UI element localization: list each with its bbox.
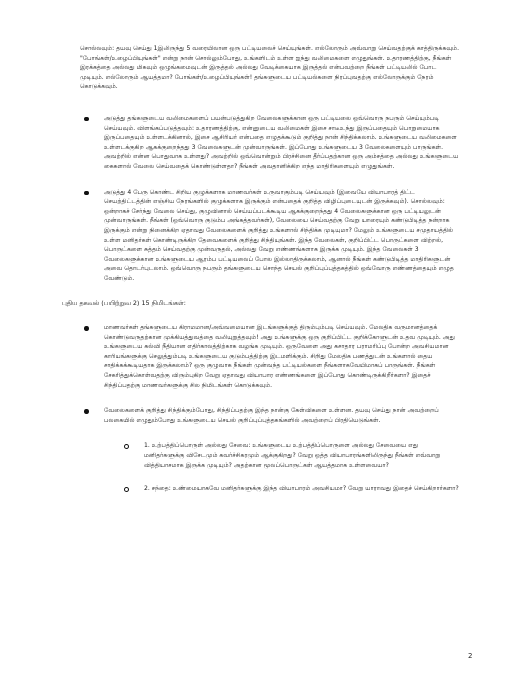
sub-list xyxy=(80,441,460,493)
sub-item-product: 1. உற்பத்திப்பொருள் அல்லது சேவை: உங்களுடைய உற்பத்திப்பொருளை அல்லது சேவையை எது மனிதர்களுக்கு விசேடமும் கவர்ச்சிகரமும் ஆக்குகிறது? வேறு ஒத்த வியாபாரங்களிலிருந்து நீங்கள் எவ்வாறு வித்தியாசமாக இருக்க முடியும்? அதற்கான மூலப்பொருட்கள் ஆயத்தமாக உள்ளவையா? xyxy=(80,441,460,470)
sub-item-market: 2. சந்தை: உண்மையாகவே மனிதர்களுக்கு இந்த வியாபாரம் அவசியமா? வேறு யாராவது இதைச் செய்கிறார்களா? xyxy=(80,484,460,494)
bullet-extra-income: மாணவர்கள் தங்களுடைய கிராமமான/அவ்வமையான இடங்களுக்குத் திரும்பும்படி செய்யவும். மேலதிக வருமானத்தைக் கொண்டுவருதற்கான முக்கியத்துவத்தை வலியுறுத்தவும்! அது உங்களுக்கு ஒரு குறிப்பிட்ட குறிக்கோளுடன் உதவ முடியும். அது உங்களுடைய கல்வி நீதியான எதிர்காலத்திற்காக வழங்க முடியும். ஒருவேளை அது கசாதார பராமரிப்பு போன்ற அவசியமான காரியங்களுக்கு செலுத்தும்படி உங்களுடைய குடும்பத்திற்கு இடமளிக்கும். சிறிது மேலதிக பணத்துடன் உங்களால் தைய சாதிக்கக்கூடியதாக இருக்கலாம்? ஒரு குழுவாக நீங்கள் முன்வந்த பட்டியல்களை நீங்களாகவேயிமாகப் பாருங்கள். நீங்கள் சேகரித்துக்கொள்வதற்கு விரும்புகிற வேறு ஏதாவது வியாபார எண்ணங்களை இப்போது கொண்டிருக்கிறீர்களா? இதைச் சிந்திப்பதற்கு மாணவர்களுக்கு சில நிமிடங்கள் கொடுக்கவும். xyxy=(80,323,460,390)
page-number: 2 xyxy=(468,652,473,660)
section-heading: புதிய தகவல் (பயிற்றுவ 2) 15 நிமிடங்கள்: xyxy=(62,299,186,308)
bullet-four-questions: வேலைகளைக் குறித்து சிந்திக்கும்போது, சிந்திப்பதற்கு இந்த நான்கு கேள்விகளை உள்ளன. தயவு செய்து நான் அவற்றைப் பலகையில் எழுதும்போது உங்களுடைய செயல் குறிப்புப்புத்தகங்களில் அவற்றைப் பிரதியெடுங்கள். xyxy=(80,406,460,425)
page-body xyxy=(62,44,460,508)
bullet-group-jobs: அடுத்து 4 பேரு கொண்ட சிறிய குழுக்களாக மாணவர்கள் உருவாகும்படி செய்யவும் (இவையே வியாபாரத் திட்ட செயற்திட்டத்தின் எஞ்சிய நேரங்களில் குழுக்களாக இருக்கும் என்பதைக் குறித்த விழிப்புடையுடன் இருக்கவும்). சொல்லவும்: ஒன்றாகச் சேர்ந்து வேலை செய்து, குழுவினால் செய்யப்படக்கூடிய ஆகக்குறைந்தது 4 வேலைகளுக்கான ஒரு பட்டியலுடன் முன்வாருங்கள். நீங்கள் (ஒவ்வொரு குடும்ப அங்கத்தவர்கள்), வேலையை செய்வதற்கு வேறு யாரையும் கண்டுபிடித்த நன்றாக இருக்கும் என்று நினைக்கிற ஏதாவது வேலைகளைக் குறித்து உங்களால் சிந்திக்க முடியுமா? மேலும் உங்களுடைய சமுதாயத்தில் உள்ள மனிதர்கள் கொண்டிருக்கிற தேவைகளைக் குறித்து சிந்தியுங்கள். இந்த வேலைகள், குறிப்பிட்ட பொருட்களை விற்றல், பொருட்களை சுத்தம் செய்வதற்கு முன்வருதல், அல்லது வேறு எண்ணங்களாக இருக்க முடியும். இந்த வேலைகள் 3 வேலைகளுக்கான உங்களுடைய ஆரம்ப பட்டியலைப் போல இல்லாதிருக்கலாம், ஆனால் நீங்கள் கண்டுபிடித்த மாதிரிகளுடன் அவை தொடர்புடலாம். ஒவ்வொரு நபரும் தங்களுடைய சொந்த செயல் குறிப்புப்புத்தகத்தில் ஒவ்வோரு எண்ணத்தையும் எழுத வேண்டும். xyxy=(80,188,460,284)
bullet-strengths-jobs: அடுத்து தங்களுடைய வலிமைகளைப் பயன்படுத்துகிற வேலைகளுக்கான ஒரு பட்டியலை ஒவ்வொரு நபரும் செய்யும்படி செய்யவும். விளங்கப்படுத்தவும்: உதாரணத்திற்கு, என்னுடைய வலிமைகள் இசை சாடீஉந்து இருப்பதையும் பொறுமையாக இருப்பதையும் உள்ளடக்கினால், இசை ஆசிரியர் என்பதை எழுதக்கூடும் குறித்து நான் சிந்திக்கலாம். உங்களுடைய வலிமைகளை உள்ளடக்குகிற ஆகக்குறைந்தது 3 வேலைகளுடன் முன்வாருங்கள். இப்போது உங்களுடைய 3 வேலைகளையும் பாருங்கள். அவற்றில் என்ன பொதுவாக உள்ளது? அவற்றில் ஒவ்வொன்றும் பிரச்சினை தீர்ப்பதற்கான ஒரு அம்சத்தை அல்லது உங்களுடைய கைகளால் வேலை செய்வதைக் கொண்டுள்ளதா? நீங்கள் அவதானிக்கிற எந்த மாதிரிகளையும் எழுதுங்கள். xyxy=(80,114,460,172)
intro-paragraph: சொல்லவும்: தயவு செய்து 1இலிருந்து 5 வரையிலான ஒரு பட்டியலைச் செய்யுங்கள். எல்லோரும் அவ்வாறு செய்வதற்குக் காத்திருக்கவும். "போங்கள்/உழைப்பியுங்கள்" என்று நான் சொல்லும்போது, உங்களிடம் உள்ள ஐந்து வலிமைகளை எழுதுங்கள். உதாரணத்திற்கு, நீங்கள் இரக்கத்தை அல்லது மிகவும் ஒழுங்கமைவுடன் இருத்தல் அல்லது வேடிக்கையாக இருத்தல் என்பவற்றை நீங்கள் பட்டியலில் போட முடியும். எல்லோரும் ஆயத்தமா? போங்கள்/உழைப்பியுங்கள்! தங்களுடைய பட்டியல்களை நிரப்புவதற்கு எல்லோருக்கும் நேரம் கொடுக்கவும். xyxy=(80,45,460,91)
